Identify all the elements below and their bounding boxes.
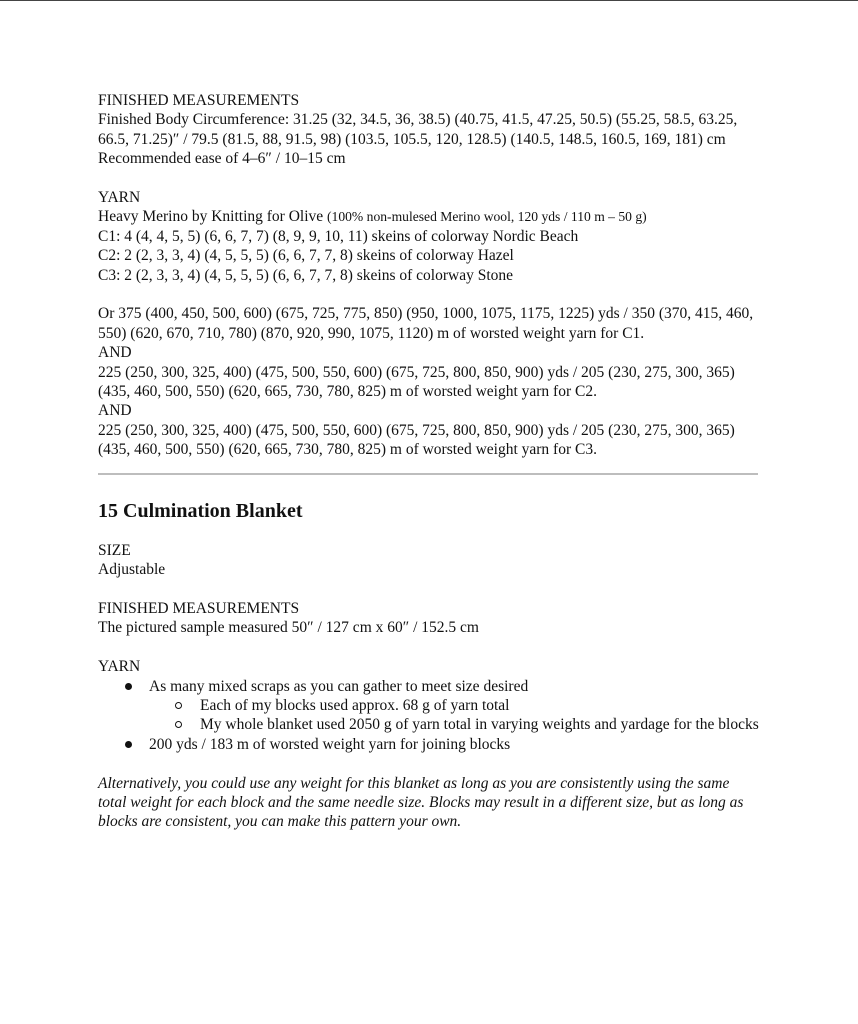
list-item: My whole blanket used 2050 g of yarn total in varying weights and yardage for the blocks [98, 715, 760, 734]
finished-measurements-line: Recommended ease of 4–6″ / 10–15 cm [98, 150, 346, 168]
alternative-yarn-line: (435, 460, 500, 550) (620, 665, 730, 780, 825) m of worsted weight yarn for C2. [98, 383, 597, 401]
yarn-heading: YARN [98, 658, 141, 676]
alternative-yarn-line: AND [98, 402, 132, 420]
color-line-c3: C3: 2 (2, 3, 3, 4) (4, 5, 5, 5) (6, 6, 7, 7, 8) skeins of colorway Stone [98, 266, 514, 284]
note-line: Alternatively, you could use any weight for this blanket as long as you are consistently using the same [98, 774, 730, 792]
note-line: blocks are consistent, you can make this pattern your own. [98, 813, 462, 831]
bullet-icon [125, 683, 132, 690]
alternative-yarn-line: Or 375 (400, 450, 500, 600) (675, 725, 775, 850) (950, 1000, 1075, 1175, 1225) yds / 350 (370, 415, 460, [98, 305, 754, 323]
alternative-yarn-line: 550) (620, 670, 710, 780) (870, 920, 990, 1075, 1120) m of worsted weight yarn for C1. [98, 324, 645, 342]
finished-measurements-line: 66.5, 71.25)″ / 79.5 (81.5, 88, 91.5, 98) (103.5, 105.5, 120, 128.5) (140.5, 148.5, 160.5, 169, 181) cm [98, 130, 726, 148]
yarn-line [98, 207, 760, 226]
size-value: Adjustable [98, 561, 166, 579]
yarn-detail: (100% non-mulesed Merino wool, 120 yds / 110 m – 50 g) [327, 209, 647, 225]
alternative-yarn-line: (435, 460, 500, 550) (620, 665, 730, 780, 825) m of worsted weight yarn for C3. [98, 441, 597, 459]
section-divider [98, 473, 758, 475]
color-line-c1: C1: 4 (4, 4, 5, 5) (6, 6, 7, 7) (8, 9, 9, 10, 11) skeins of colorway Nordic Beach [98, 227, 579, 245]
hollow-bullet-icon [175, 702, 182, 709]
size-heading: SIZE [98, 541, 131, 559]
color-line-c2: C2: 2 (2, 3, 3, 4) (4, 5, 5, 5) (6, 6, 7, 7, 8) skeins of colorway Hazel [98, 247, 514, 265]
list-item: 200 yds / 183 m of worsted weight yarn for joining blocks [98, 735, 760, 754]
finished-measurements-value: The pictured sample measured 50″ / 127 cm x 60″ / 152.5 cm [98, 619, 479, 637]
finished-measurements-heading: FINISHED MEASUREMENTS [98, 599, 300, 617]
page-top-border [0, 0, 858, 1]
alternative-yarn-line: 225 (250, 300, 325, 400) (475, 500, 550, 600) (675, 725, 800, 850, 900) yds / 205 (230, 275, 300, 365) [98, 421, 735, 439]
list-item: Each of my blocks used approx. 68 g of yarn total [98, 696, 760, 715]
alternative-yarn-line: AND [98, 344, 132, 362]
list-item: As many mixed scraps as you can gather to meet size desired [98, 677, 760, 696]
finished-measurements-line: Finished Body Circumference: 31.25 (32, 34.5, 36, 38.5) (40.75, 41.5, 47.25, 50.5) (55.25, 58.5, 63.25, [98, 111, 738, 129]
finished-measurements-heading: FINISHED MEASUREMENTS [98, 92, 300, 109]
yarn-heading: YARN [98, 189, 141, 207]
hollow-bullet-icon [175, 721, 182, 728]
bullet-icon [125, 741, 132, 748]
yarn-bullet-list [98, 677, 760, 755]
pattern-title: 15 Culmination Blanket [98, 499, 303, 522]
note-line: total weight for each block and the same needle size. Blocks may result in a different size, but as long as [98, 793, 744, 811]
document-page [98, 91, 760, 832]
yarn-name: Heavy Merino by Knitting for Olive [98, 208, 328, 226]
alternative-yarn-line: 225 (250, 300, 325, 400) (475, 500, 550, 600) (675, 725, 800, 850, 900) yds / 205 (230, 275, 300, 365) [98, 363, 735, 381]
